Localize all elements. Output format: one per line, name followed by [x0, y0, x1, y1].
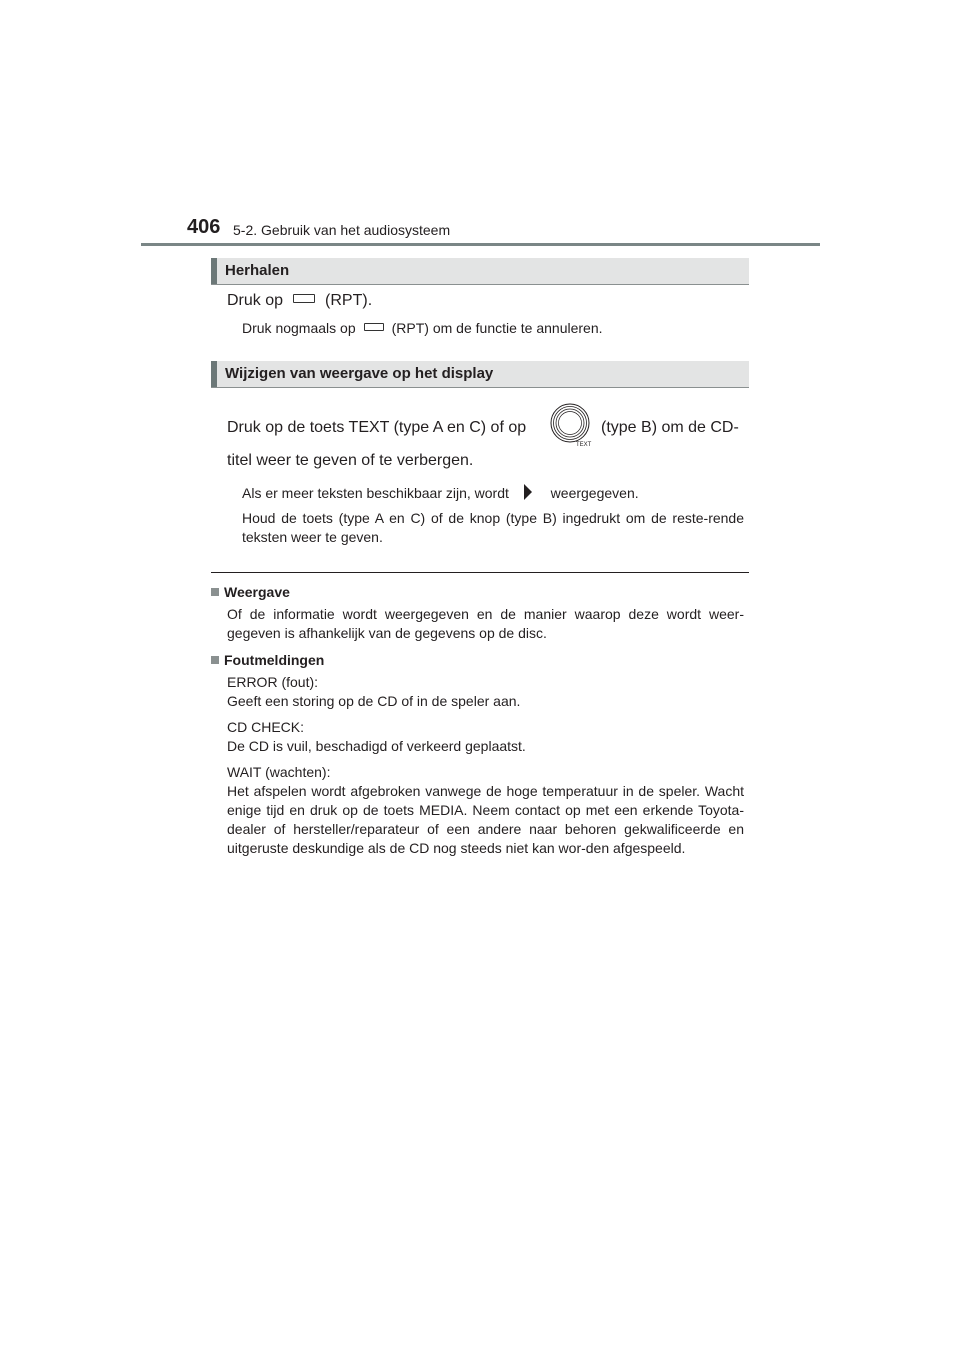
section-title: 5-2. Gebruik van het audiosysteem: [233, 222, 451, 238]
wait-label: WAIT (wachten):: [227, 764, 331, 780]
knob-text-label: TEXT: [576, 442, 592, 448]
divider: [211, 572, 749, 573]
repeat-note: Druk nogmaals op (RPT) om de functie te annuleren.: [242, 320, 603, 336]
repeat-instruction: Druk op (RPT).: [227, 292, 373, 309]
note-weergave-text: Of de informatie wordt weergegeven en de manier waarop deze wordt weer-gegeven is afhankelijk van de gegevens op de disc.: [227, 606, 744, 641]
section-bar-title: Herhalen: [225, 262, 290, 279]
section-bar-accent: [211, 361, 217, 387]
triangle-right-icon: [523, 483, 537, 505]
wait-text: Het afspelen wordt afgebroken vanwege de hoge temperatuur in de speler. Wacht enige tijd en druk op de toets MEDIA. Neem contact op met een erkende Toyota-dealer of hersteller/reparateur of een andere naar behoren gekwalificeerde en uitgeruste deskundige als de CD nog steeds niet kan wor-den afgespeeld.: [227, 783, 744, 856]
display-instruction-line2: titel weer te geven of te verbergen.: [227, 452, 474, 469]
page-number: 406: [187, 216, 221, 238]
note-foutmeldingen-title: Foutmeldingen: [211, 652, 324, 670]
section-bar-display: [211, 361, 749, 388]
display-instruction-line1: Druk op de toets TEXT (type A en C) of op: [227, 419, 527, 436]
text-knob-icon: [549, 403, 595, 449]
section-bar-title: Wijzigen van weergave op het display: [225, 365, 494, 382]
header-rule: [141, 243, 820, 246]
section-bar-herhalen: [211, 258, 749, 285]
rpt-button-icon: [364, 323, 384, 331]
square-bullet-icon: [211, 588, 219, 596]
note-weergave-title: Weergave: [211, 584, 290, 602]
display-note-1: Als er meer teksten beschikbaar zijn, wordt weergegeven.: [242, 483, 639, 505]
display-instruction-line1-end: (type B) om de CD-: [601, 419, 739, 436]
display-note-2: Houd de toets (type A en C) of de knop (type B) ingedrukt om de reste-rende teksten weer te geven.: [242, 510, 744, 545]
rpt-button-icon: [293, 294, 315, 303]
cdcheck-text: De CD is vuil, beschadigd of verkeerd geplaatst.: [227, 738, 526, 754]
error-label: ERROR (fout):: [227, 674, 319, 690]
cdcheck-label: CD CHECK:: [227, 719, 305, 735]
square-bullet-icon: [211, 656, 219, 664]
error-text: Geeft een storing op de CD of in de speler aan.: [227, 693, 521, 709]
section-bar-accent: [211, 258, 217, 284]
